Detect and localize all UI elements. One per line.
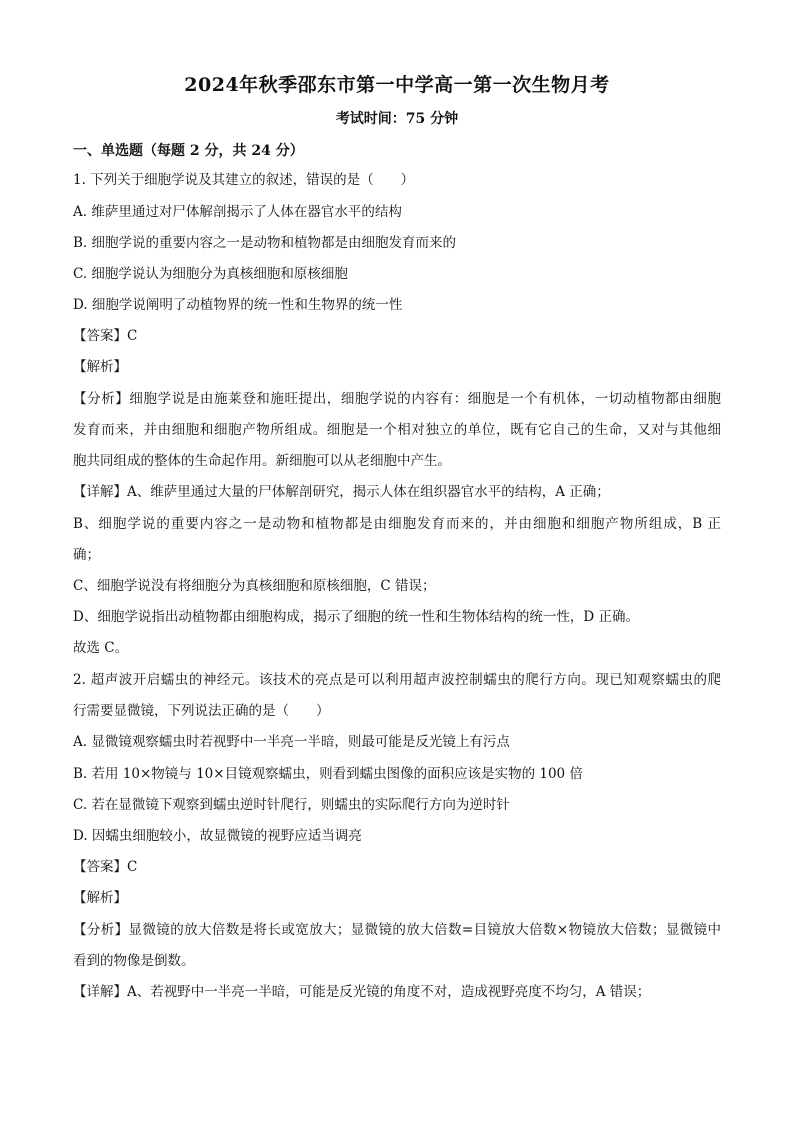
section-heading: 一、单选题（每题 2 分，共 24 分） [73, 143, 304, 159]
page-title: 2024年秋季邵东市第一中学高一第一次生物月考 [184, 74, 610, 96]
exam-time: 考试时间：75 分钟 [335, 111, 459, 127]
question-1-analysis-label: 【解析】 [73, 359, 127, 375]
question-1-option-c: C. 细胞学说认为细胞分为真核细胞和原核细胞 [73, 266, 348, 282]
question-1-analysis-text: 发育而来，并由细胞和细胞产物所组成。细胞是一个相对独立的单位，既有它自己的生命，又对与其他细 [73, 422, 721, 438]
question-1-analysis-text: 胞共同组成的整体的生命起作用。新细胞可以从老细胞中产生。 [73, 453, 451, 469]
question-2-option-a: A. 显微镜观察蠕虫时若视野中一半亮一半暗，则最可能是反光镜上有污点 [73, 734, 510, 750]
question-2-option-c: C. 若在显微镜下观察到蠕虫逆时针爬行，则蠕虫的实际爬行方向为逆时针 [73, 797, 510, 813]
question-1-stem: 1. 下列关于细胞学说及其建立的叙述，错误的是（ ） [73, 172, 415, 188]
question-2-analysis-text: 看到的物像是倒数。 [73, 953, 195, 969]
question-1-option-d: D. 细胞学说阐明了动植物界的统一性和生物界的统一性 [73, 297, 403, 313]
question-2-answer: 【答案】C [73, 859, 138, 875]
question-2-analysis-label: 【解析】 [73, 890, 127, 906]
question-1-detail: C、细胞学说没有将细胞分为真核细胞和原核细胞，C 错误； [73, 578, 436, 594]
question-1-option-a: A. 维萨里通过对尸体解剖揭示了人体在器官水平的结构 [73, 204, 402, 220]
question-1-detail: 【详解】A、维萨里通过大量的尸体解剖研究，揭示人体在组织器官水平的结构，A 正确； [73, 484, 610, 500]
question-2-analysis-text: 【分析】显微镜的放大倍数是将长或宽放大；显微镜的放大倍数=目镜放大倍数×物镜放大倍数；显微镜中 [73, 922, 721, 938]
question-1-detail: 确； [73, 547, 100, 563]
question-1-conclusion: 故选 C。 [73, 640, 129, 656]
question-1-detail: B、细胞学说的重要内容之一是动物和植物都是由细胞发育而来的，并由细胞和细胞产物所组成，B 正 [73, 516, 721, 532]
question-1-detail: D、细胞学说指出动植物都由细胞构成，揭示了细胞的统一性和生物体结构的统一性，D 正确。 [73, 609, 639, 625]
question-1-answer: 【答案】C [73, 328, 138, 344]
question-2-detail: 【详解】A、若视野中一半亮一半暗，可能是反光镜的角度不对，造成视野亮度不均匀，A 错误； [73, 984, 651, 1000]
question-1-analysis-text: 【分析】细胞学说是由施莱登和施旺提出，细胞学说的内容有：细胞是一个有机体，一切动植物都由细胞 [73, 391, 721, 407]
question-2-option-d: D. 因蠕虫细胞较小，故显微镜的视野应适当调亮 [73, 828, 362, 844]
question-2-stem: 2. 超声波开启蠕虫的神经元。该技术的亮点是可以利用超声波控制蠕虫的爬行方向。现已知观察蠕虫的爬 [73, 672, 721, 688]
question-1-option-b: B. 细胞学说的重要内容之一是动物和植物都是由细胞发育而来的 [73, 235, 457, 251]
question-2-stem: 行需要显微镜，下列说法正确的是（ ） [73, 703, 330, 719]
question-2-option-b: B. 若用 10×物镜与 10×目镜观察蠕虫，则看到蠕虫图像的面积应该是实物的 100 倍 [73, 766, 583, 782]
